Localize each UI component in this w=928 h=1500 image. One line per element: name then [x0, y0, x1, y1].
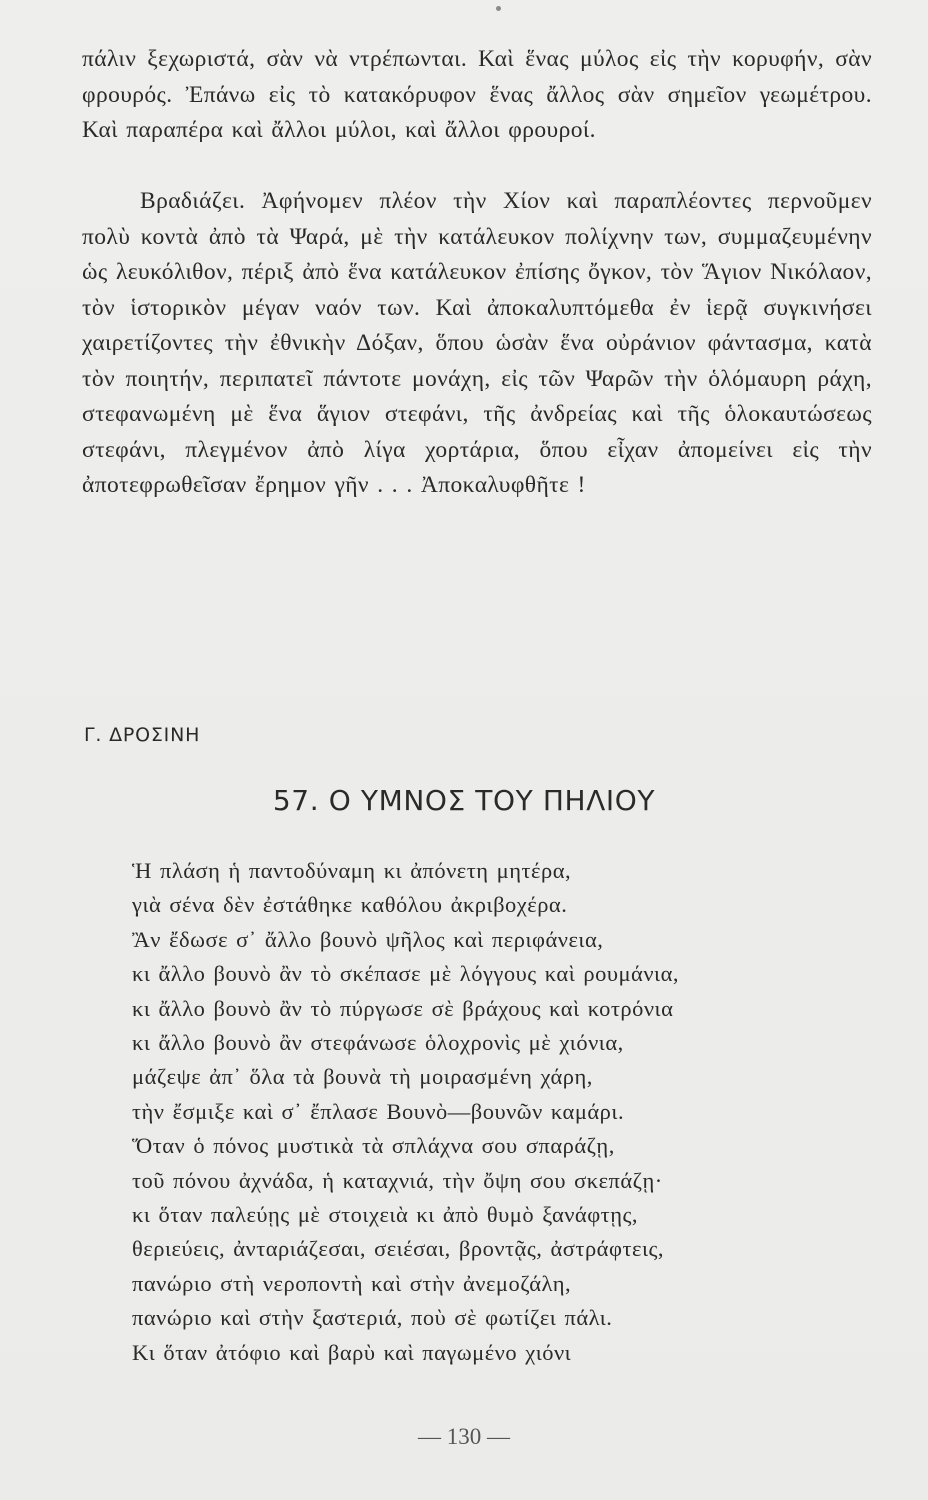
poem-line: τοῦ πόνου ἀχνάδα, ἡ καταχνιά, τὴν ὄψη σου σκεπάζῃ· [132, 1167, 663, 1193]
poem-line: Ἂν ἔδωσε σ᾿ ἄλλο βουνὸ ψῆλος καὶ περιφάνεια, [132, 926, 604, 952]
poem-line: κι ἄλλο βουνὸ ἂν τὸ σκέπασε μὲ λόγγους καὶ ρουμάνια, [132, 961, 679, 987]
poem-line: κι ἄλλο βουνὸ ἂν στεφάνωσε ὁλοχρονὶς μὲ χιόνια, [132, 1030, 624, 1056]
poem-line: κι ἄλλο βουνὸ ἂν τὸ πύργωσε σὲ βράχους καὶ κοτρόνια [132, 995, 674, 1021]
page-number: — 130 — [418, 1424, 510, 1449]
poem-line: γιὰ σένα δὲν ἐστάθηκε καθόλου ἀκριβοχέρα. [132, 892, 568, 918]
poem-line: Ἡ πλάση ἡ παντοδύναμη κι ἀπόνετη μητέρα, [132, 858, 572, 883]
prose-paragraph-2: Βραδιάζει. Ἀφήνομεν πλέον τὴν Χίον καὶ παραπλέοντες περνοῦμεν πολὺ κοντὰ ἀπὸ τὰ Ψαρά, μὲ τὴν κατάλευκον πολίχνην των, συμμαζευμένην ὡς λευκόλιθον, πέριξ ἀπὸ ἕνα κατάλευκον ἐπίσης ὄγκον, τὸν Ἅγιον Νικόλαον, τὸν ἱστορικὸν μέγαν ναόν των. Καὶ ἀποκαλυπτόμεθα ἐν ἱερᾷ συγκινήσει χαιρετίζοντες τὴν ἐθνικὴν Δόξαν, ὅπου ὡσὰν ἕνα οὐράνιον φάντασμα, κατὰ τὸν ποιητήν, περιπατεῖ πάντοτε μονάχη, εἰς τῶν Ψαρῶν τὴν ὁλόμαυρη ράχη, στεφανωμένη μὲ ἕνα ἅγιον στεφάνι, τῆς ἀνδρείας καὶ τῆς ὁλοκαυτώσεως στεφάνι, πλεγμένον ἀπὸ λίγα χορτάρια, ὅπου εἶχαν ἀπομείνει εἰς τὴν ἀποτεφρωθεῖσαν ἔρημον γῆν . . . Ἀποκαλυφθῆτε ! [82, 188, 872, 498]
poem-line: κι ὅταν παλεύῃς μὲ στοιχειὰ κι ἀπὸ θυμὸ ξανάφτῃς, [132, 1202, 639, 1228]
poem-title: 57. Ο ΥΜΝΟΣ ΤΟΥ ΠΗΛΙΟΥ [272, 784, 656, 817]
poem-line: τὴν ἔσμιξε καὶ σ᾿ ἔπλασε Βουνὸ—βουνῶν καμάρι. [132, 1098, 625, 1124]
poem-line: πανώριο καὶ στὴν ξαστεριά, ποὺ σὲ φωτίζει πάλι. [132, 1305, 613, 1331]
print-speck [496, 6, 501, 11]
author-name: Γ. ΔΡΟΣΙΝΗ [84, 724, 201, 746]
poem-line: πανώριο στὴ νεροποντὴ καὶ στὴν ἀνεμοζάλη, [132, 1270, 572, 1296]
poem-line: Κι ὅταν ἀτόφιο καὶ βαρὺ καὶ παγωμένο χιόνι [132, 1339, 572, 1365]
poem-line: θεριεύεις, ἀνταριάζεσαι, σειέσαι, βροντᾷς, ἀστράφτεις, [132, 1236, 665, 1262]
poem-body [132, 854, 892, 1370]
poem-line: Ὅταν ὁ πόνος μυστικὰ τὰ σπλάχνα σου σπαράζῃ, [132, 1133, 615, 1159]
poem-line: μάζεψε ἀπ᾿ ὅλα τὰ βουνὰ τὴ μοιρασμένη χάρη, [132, 1064, 593, 1090]
prose-paragraph-1: πάλιν ξεχωριστά, σὰν νὰ ντρέπωνται. Καὶ ἕνας μύλος εἰς τὴν κορυφήν, σὰν φρουρός. Ἐπάνω εἰς τὸ κατακόρυφον ἕνας ἄλλος σὰν σημεῖον γεωμέτρου. Καὶ παραπέρα καὶ ἄλλοι μύλοι, καὶ ἄλλοι φρουροί. [82, 46, 872, 143]
